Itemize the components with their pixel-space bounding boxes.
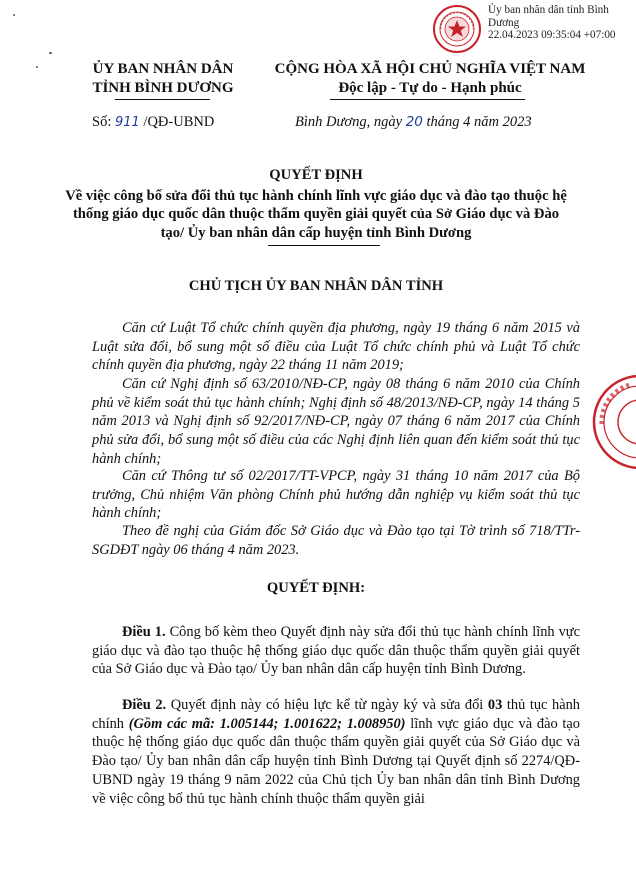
document-number	[92, 114, 214, 131]
issuer-line-2: TỈNH BÌNH DƯƠNG	[92, 80, 234, 96]
article-2-text-1: Quyết định này có hiệu lực kể từ ngày ký và sửa đổi	[170, 697, 484, 713]
national-header	[240, 60, 620, 98]
article-2-text-2: thủ tục hành chính	[92, 697, 580, 732]
article-2-label: Điều 2.	[122, 697, 167, 713]
article-2-count: 03	[487, 697, 503, 713]
scan-mark	[13, 14, 15, 16]
digital-signature-info	[488, 4, 634, 42]
motto-underline	[330, 99, 525, 100]
legal-basis-3: Căn cứ Thông tư số 02/2017/TT-VPCP, ngày 31 tháng 10 năm 2017 của Bộ trưởng, Chủ nhiệm Văn phòng Chính phủ hướng dẫn nghiệp vụ kiểm soát thủ tục hành chính;	[92, 468, 580, 522]
legal-basis-2: Căn cứ Nghị định số 63/2010/NĐ-CP, ngày 08 tháng 6 năm 2010 của Chính phủ về kiểm soát thủ tục hành chính; Nghị định số 48/2013/NĐ-CP, ngày 14 tháng 5 năm 2013 và Nghị định số 92/2017/NĐ-CP, ngày 07 tháng 6 năm 2017 của Chính phủ sửa đổi, bổ sung một số điều của các Nghị định liên quan đến kiểm soát thủ tục hành chính;	[92, 376, 580, 467]
signature-seal-icon	[432, 4, 482, 54]
article-2	[92, 696, 580, 808]
article-1	[92, 623, 580, 679]
document-number-handwritten: 911	[114, 115, 140, 130]
signature-timestamp: 22.04.2023 09:35:04 +07:00	[488, 29, 616, 42]
place-date-prefix: Bình Dương, ngày	[295, 114, 403, 130]
place-date-day: 20	[405, 114, 423, 130]
place-date-suffix: tháng 4 năm 2023	[426, 114, 532, 130]
signature-signer: Ủy ban nhân dân tỉnh Bình Dương	[488, 4, 609, 29]
national-title: CỘNG HÒA XÃ HỘI CHỦ NGHĨA VIỆT NAM	[274, 61, 586, 77]
stamp-seal-icon	[590, 372, 636, 472]
legal-basis-4: Theo đề nghị của Giám đốc Sở Giáo dục và Đào tạo tại Tờ trình số 718/TTr-SGDĐT ngày 06 tháng 4 năm 2023.	[92, 523, 580, 558]
issuer-line-1: ỦY BAN NHÂN DÂN	[92, 61, 234, 77]
authority-heading: CHỦ TỊCH ỦY BAN NHÂN DÂN TỈNH	[188, 278, 444, 294]
article-1-label: Điều 1.	[122, 624, 166, 640]
article-2-codes: (Gồm các mã: 1.005144; 1.001622; 1.008950)	[128, 715, 406, 732]
decision-heading: QUYẾT ĐỊNH:	[266, 580, 366, 596]
scan-mark	[49, 52, 52, 54]
issuer-header	[64, 60, 262, 98]
document-number-prefix: Số:	[92, 114, 112, 130]
document-type-heading: QUYẾT ĐỊNH	[269, 167, 363, 183]
document-subject: Về việc công bố sửa đổi thủ tục hành chính lĩnh vực giáo dục và đào tạo thuộc hệ thống giáo dục quốc dân thuộc thẩm quyền giải quyết của Sở Giáo dục và Đào tạo/ Ủy ban nhân dân cấp huyện tỉnh Bình Dương	[65, 187, 567, 241]
scan-mark	[36, 66, 38, 68]
document-number-suffix: /QĐ-UBND	[143, 114, 215, 130]
article-2-text-3: lĩnh vực giáo dục và đào tạo thuộc hệ thống giáo dục quốc dân thuộc thẩm quyền giải quyết của Sở Giáo dục và Đào tạo/ Ủy ban nhân dân cấp huyện tỉnh Bình Dương tại Quyết định số 2274/QĐ-UBND ngày 19 tháng 9 năm 2022 của Chủ tịch Ủy ban nhân dân tỉnh Bình Dương về việc công bố thủ tục hành chính thuộc thẩm quyền giải	[92, 715, 580, 807]
title-rule	[268, 245, 380, 246]
national-motto: Độc lập - Tự do - Hạnh phúc	[338, 80, 522, 96]
article-1-text: Công bố kèm theo Quyết định này sửa đổi thủ tục hành chính lĩnh vực giáo dục và đào tạo thuộc hệ thống giáo dục quốc dân thuộc thẩm quyền giải quyết của Sở Giáo dục và Đào tạo/ Ủy ban nhân dân cấp huyện tỉnh Bình Dương.	[92, 624, 580, 678]
issuer-underline	[115, 99, 210, 100]
document-title	[60, 166, 572, 242]
legal-basis-1: Căn cứ Luật Tổ chức chính quyền địa phương, ngày 19 tháng 6 năm 2015 và Luật sửa đổi, bổ sung một số điều của Luật Tổ chức chính phủ và Luật Tổ chức chính quyền địa phương, ngày 22 tháng 11 năm 2019;	[92, 320, 580, 374]
place-date	[295, 114, 532, 131]
